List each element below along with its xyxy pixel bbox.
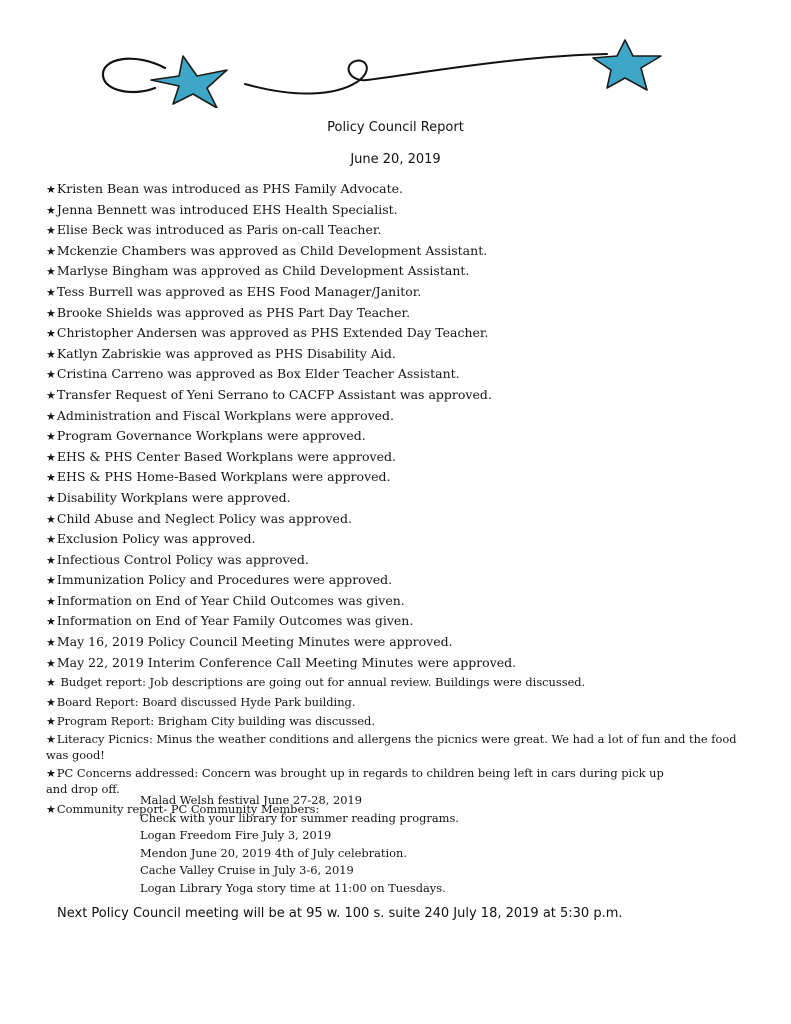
list-item: Mendon June 20, 2019 4th of July celebration. bbox=[140, 845, 407, 860]
report-date: June 20, 2019 bbox=[350, 152, 441, 167]
list-item: ★Program Governance Workplans were approved. bbox=[46, 428, 366, 444]
list-item: ★Information on End of Year Child Outcomes was given. bbox=[46, 592, 405, 608]
list-item: ★Information on End of Year Family Outcomes was given. bbox=[46, 613, 414, 629]
star-bullet-icon: ★ bbox=[46, 533, 56, 547]
list-item: Check with your library for summer reading programs. bbox=[140, 810, 459, 825]
next-meeting-note: Next Policy Council meeting will be at 95 w. 100 s. suite 240 July 18, 2019 at 5:30 p.m. bbox=[57, 906, 623, 921]
list-item: Malad Welsh festival June 27-28, 2019 bbox=[140, 793, 362, 807]
list-item: ★EHS & PHS Center Based Workplans were approved. bbox=[46, 448, 396, 464]
star-bullet-icon: ★ bbox=[46, 491, 56, 505]
stars-swirl-icon bbox=[95, 38, 675, 108]
list-item: ★EHS & PHS Home-Based Workplans were approved. bbox=[46, 469, 391, 485]
star-bullet-icon: ★ bbox=[46, 450, 56, 464]
star-bullet-icon: ★ bbox=[46, 471, 56, 485]
report-literacy-picnics: ★Literacy Picnics: Minus the weather conditions and allergens the picnics were great. We had a lot of fun and the food was good! bbox=[46, 732, 737, 762]
report-program: ★Program Report: Brigham City building was discussed. bbox=[46, 714, 375, 729]
star-bullet-icon: ★ bbox=[46, 574, 56, 588]
list-item: ★May 16, 2019 Policy Council Meeting Minutes were approved. bbox=[46, 634, 453, 650]
report-community: ★Community report- PC Community Members: bbox=[46, 802, 320, 817]
list-item: ★Transfer Request of Yeni Serrano to CACFP Assistant was approved. bbox=[46, 386, 492, 402]
list-item: Logan Library Yoga story time at 11:00 on Tuesdays. bbox=[140, 880, 446, 895]
list-item: ★Disability Workplans were approved. bbox=[46, 489, 291, 505]
star-bullet-icon: ★ bbox=[46, 656, 56, 670]
report-title: Policy Council Report bbox=[327, 120, 464, 135]
list-item: ★Brooke Shields was approved as PHS Part Day Teacher. bbox=[46, 304, 411, 320]
star-bullet-icon: ★ bbox=[46, 368, 56, 382]
star-bullet-icon: ★ bbox=[46, 636, 56, 650]
star-bullet-icon: ★ bbox=[46, 306, 56, 320]
report-board: ★Board Report: Board discussed Hyde Park building. bbox=[46, 694, 356, 709]
star-bullet-icon: ★ bbox=[46, 615, 56, 629]
star-bullet-icon: ★ bbox=[46, 285, 56, 299]
star-bullet-icon: ★ bbox=[46, 327, 56, 341]
list-item: ★Kristen Bean was introduced as PHS Family Advocate. bbox=[46, 181, 403, 196]
list-item: ★Elise Beck was introduced as Paris on-call Teacher. bbox=[46, 222, 382, 238]
list-item: ★May 22, 2019 Interim Conference Call Meeting Minutes were approved. bbox=[46, 654, 517, 670]
star-bullet-icon: ★ bbox=[46, 430, 56, 444]
list-item: ★Jenna Bennett was introduced EHS Health Specialist. bbox=[46, 201, 398, 217]
report-pc-concerns: ★PC Concerns addressed: Concern was brought up in regards to children being left in cars during pick up and drop off. bbox=[46, 766, 664, 796]
star-bullet-icon: ★ bbox=[46, 347, 56, 361]
star-bullet-icon: ★ bbox=[46, 183, 56, 196]
list-item: ★Cristina Carreno was approved as Box Elder Teacher Assistant. bbox=[46, 366, 460, 382]
star-bullet-icon: ★ bbox=[46, 676, 56, 690]
list-item: ★Tess Burrell was approved as EHS Food Manager/Janitor. bbox=[46, 283, 422, 299]
star-bullet-icon: ★ bbox=[46, 733, 56, 747]
list-item: ★Christopher Andersen was approved as PHS Extended Day Teacher. bbox=[46, 325, 489, 341]
list-item: ★Child Abuse and Neglect Policy was approved. bbox=[46, 510, 352, 526]
star-bullet-icon: ★ bbox=[46, 512, 56, 526]
list-item: ★Katlyn Zabriskie was approved as PHS Disability Aid. bbox=[46, 345, 396, 361]
star-bullet-icon: ★ bbox=[46, 695, 56, 709]
community-events-list bbox=[140, 792, 459, 898]
list-item: Cache Valley Cruise in July 3-6, 2019 bbox=[140, 863, 354, 878]
star-bullet-icon: ★ bbox=[46, 409, 56, 423]
star-bullet-icon: ★ bbox=[46, 715, 56, 729]
list-item: ★Exclusion Policy was approved. bbox=[46, 531, 256, 547]
minutes-list bbox=[46, 179, 746, 820]
star-bullet-icon: ★ bbox=[46, 203, 56, 217]
star-bullet-icon: ★ bbox=[46, 553, 56, 567]
star-bullet-icon: ★ bbox=[46, 767, 56, 781]
star-bullet-icon: ★ bbox=[46, 803, 56, 817]
star-bullet-icon: ★ bbox=[46, 265, 56, 279]
list-item: ★Administration and Fiscal Workplans were approved. bbox=[46, 407, 395, 423]
list-item: ★Infectious Control Policy was approved. bbox=[46, 551, 309, 567]
star-bullet-icon: ★ bbox=[46, 594, 56, 608]
list-item: ★Immunization Policy and Procedures were approved. bbox=[46, 572, 393, 588]
list-item: Logan Freedom Fire July 3, 2019 bbox=[140, 828, 332, 843]
report-budget: ★ Budget report: Job descriptions are going out for annual review. Buildings were discussed. bbox=[46, 675, 586, 690]
list-item: ★Marlyse Bingham was approved as Child Development Assistant. bbox=[46, 263, 470, 279]
star-bullet-icon: ★ bbox=[46, 224, 56, 238]
star-bullet-icon: ★ bbox=[46, 244, 56, 258]
star-bullet-icon: ★ bbox=[46, 388, 56, 402]
list-item: ★Mckenzie Chambers was approved as Child Development Assistant. bbox=[46, 242, 488, 258]
